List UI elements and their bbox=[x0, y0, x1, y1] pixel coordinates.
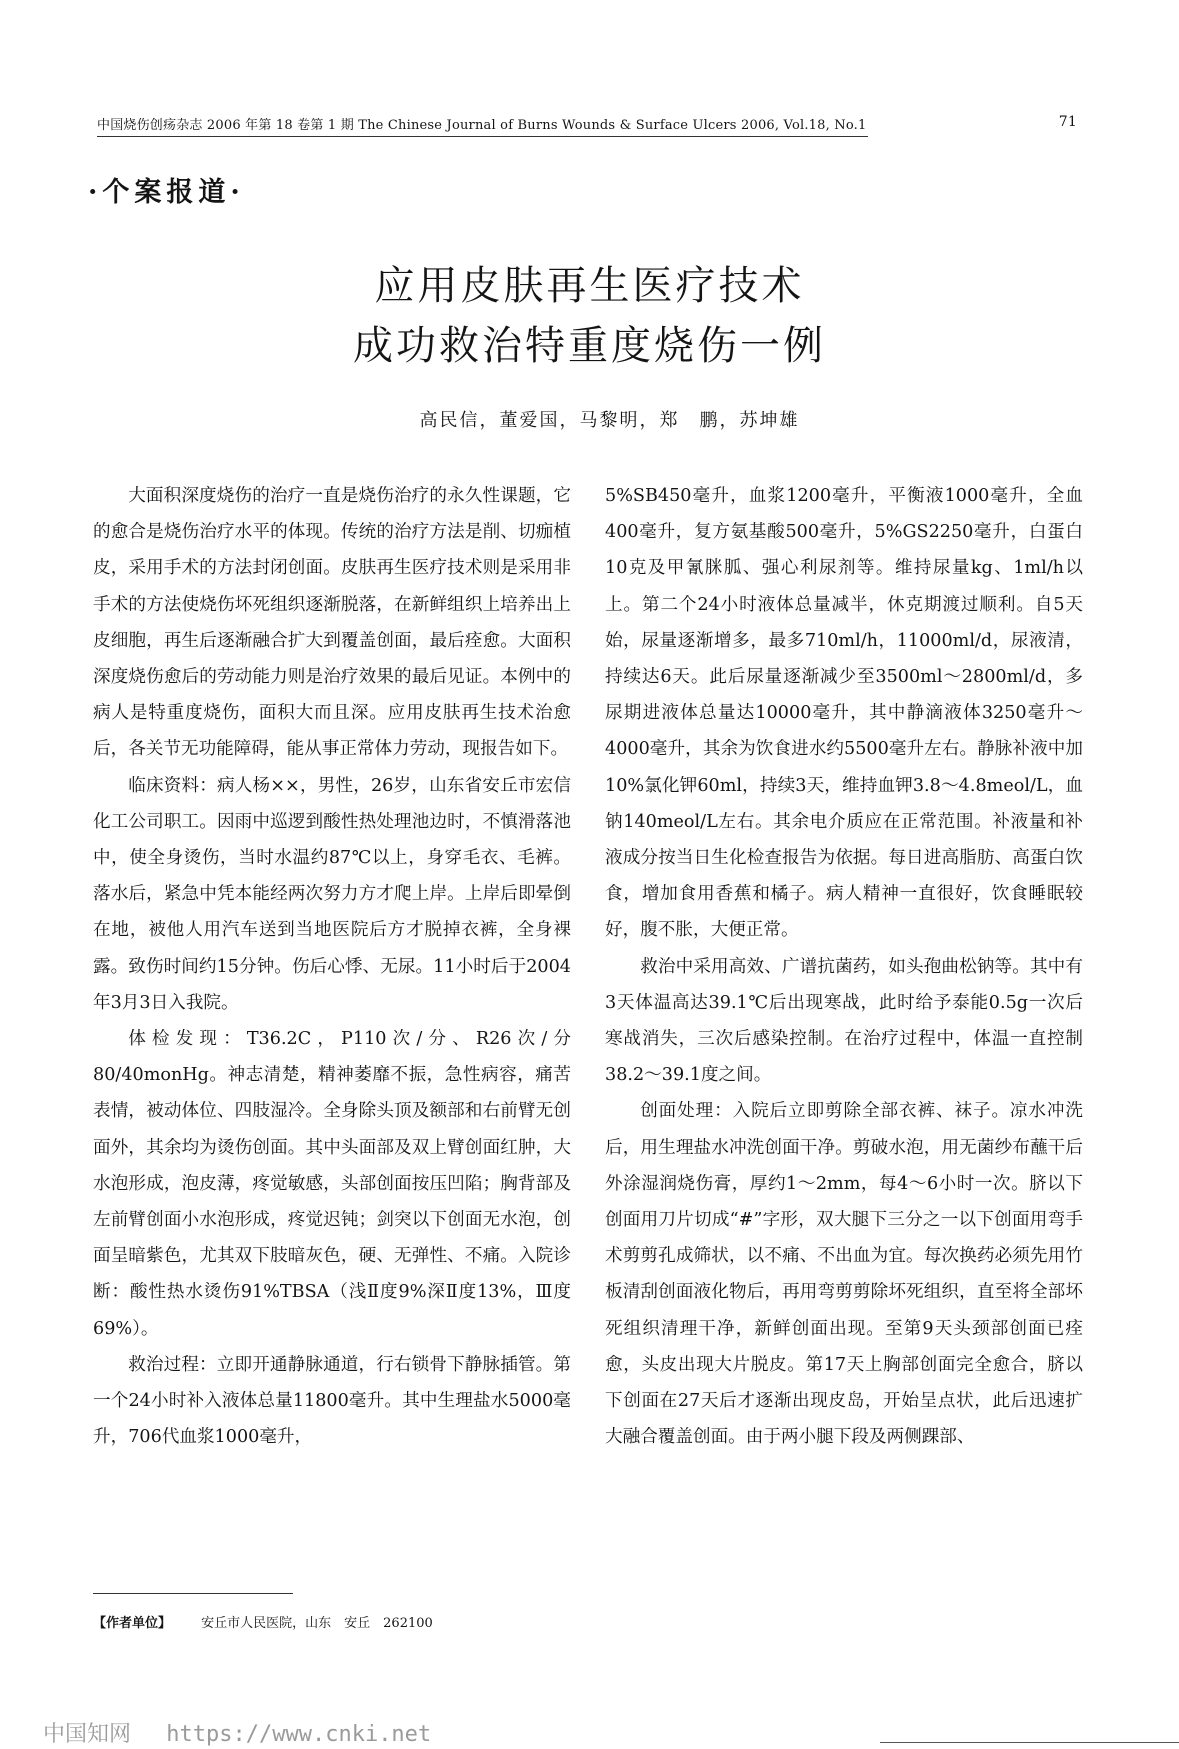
paragraph-fluid-management: 5%SB450毫升，血浆1200毫升，平衡液1000毫升，全血400毫升，复方氨基酸500毫升，5%GS2250毫升，白蛋白10克及甲氰脒胍、强心利尿剂等。维持尿量kg、1ml/h以上。第二个24小时液体总量减半，休克期渡过顺利。自5天始，尿量逐渐增多，最多710ml/h，11000ml/d，尿液清，持续达6天。此后尿量逐渐减少至3500ml～2800ml/d，多尿期进液体总量达10000毫升，其中静滴液体3250毫升～4000毫升，其余为饮食进水约5500毫升左右。静脉补液中加10%氯化钾60ml，持续3天，维持血钾3.8～4.8meol/L，血钠140meol/L左右。其余电介质应在正常范围。补液量和补液成分按当日生化检查报告为依据。每日进高脂肪、高蛋白饮食，增加食用香蕉和橘子。病人精神一直很好，饮食睡眠较好，腹不胀，大便正常。 bbox=[605, 486, 1083, 941]
paragraph-clinical-data: 临床资料：病人杨××，男性，26岁，山东省安丘市宏信化工公司职工。因雨中巡逻到酸性热处理池边时，不慎滑落池中，使全身烫伤，当时水温约87℃以上，身穿毛衣、毛裤。落水后，紧急中凭本能经两次努力方才爬上岸。上岸后即晕倒在地，被他人用汽车送到当地医院后方才脱掉衣裤，全身裸露。致伤时间约15分钟。伤后心悸、无尿。11小时后于2004年3月3日入我院。 bbox=[93, 775, 571, 1013]
article-title-line-1: 应用皮肤再生医疗技术 bbox=[374, 263, 805, 309]
bottom-rule bbox=[880, 1742, 1179, 1743]
cnki-watermark bbox=[43, 1717, 431, 1748]
paragraph-wound-care: 创面处理：入院后立即剪除全部衣裤、袜子。凉水冲洗后，用生理盐水冲洗创面干净。剪破水泡，用无菌纱布蘸干后外涂湿润烧伤膏，厚约1～2mm，每4～6小时一次。脐以下创面用刀片切成“#”字形，双大腿下三分之一以下创面用弯手术剪剪孔成筛状，以不痛、不出血为宜。每次换药必须先用竹板清刮创面液化物后，再用弯剪剪除坏死组织，直至将全部坏死组织清理干净，新鲜创面出现。至第9天头颈部创面已痊愈，头皮出现大片脱皮。第17天上胸部创面完全愈合，脐以下创面在27天后才逐渐出现皮岛，开始呈点状，此后迅速扩大融合覆盖创面。由于两小腿下段及两侧踝部、 bbox=[605, 1101, 1083, 1448]
watermark-brand: 中国知网 bbox=[43, 1722, 132, 1747]
section-label: ·个案报道· bbox=[88, 177, 245, 208]
paragraph-introduction: 大面积深度烧伤的治疗一直是烧伤治疗的永久性课题，它的愈合是烧伤治疗水平的体现。传统的治疗方法是削、切痂植皮，采用手术的方法封闭创面。皮肤再生医疗技术则是采用非手术的方法使烧伤坏死组织逐渐脱落，在新鲜组织上培养出上皮细胞，再生后逐渐融合扩大到覆盖创面，最后痊愈。大面积深度烧伤愈后的劳动能力则是治疗效果的最后见证。本例中的病人是特重度烧伤，面积大而且深。应用皮肤再生技术治愈后，各关节无功能障碍，能从事正常体力劳动，现报告如下。 bbox=[93, 486, 571, 760]
left-column bbox=[93, 478, 571, 1455]
paragraph-treatment-process: 救治过程：立即开通静脉通道，行右锁骨下静脉插管。第一个24小时补入液体总量11800毫升。其中生理盐水5000毫升，706代血浆1000毫升， bbox=[93, 1354, 571, 1448]
paragraph-physical-exam: 体检发现：T36.2C，P110次/分、R26次/分80/40monHg。神志清楚，精神萎靡不振，急性病容，痛苦表情，被动体位、四肢湿冷。全身除头顶及额部和右前臂无创面外，其余均为烫伤创面。其中头面部及双上臂创面红肿，大水泡形成，泡皮薄，疼觉敏感，头部创面按压凹陷；胸背部及左前臂创面小水泡形成，疼觉迟钝；剑突以下创面无水泡，创面呈暗紫色，尤其双下肢暗灰色，硬、无弹性、不痛。入院诊断：酸性热水烫伤91%TBSA（浅Ⅱ度9%深Ⅱ度13%，Ⅲ度69%）。 bbox=[93, 1029, 571, 1339]
watermark-url: https://www.cnki.net bbox=[166, 1722, 432, 1747]
footnote-rule bbox=[93, 1593, 293, 1594]
right-column bbox=[605, 478, 1083, 1455]
paragraph-antibiotics: 救治中采用高效、广谱抗菌药，如头孢曲松钠等。其中有3天体温高达39.1℃后出现寒战，此时给予泰能0.5g一次后寒战消失，三次后感染控制。在治疗过程中，体温一直控制38.2～39.1度之间。 bbox=[605, 956, 1083, 1086]
page-number: 71 bbox=[1058, 114, 1077, 130]
running-head bbox=[97, 114, 1077, 133]
author-affiliation-footnote bbox=[93, 1612, 433, 1631]
running-head-text: 中国烧伤创疡杂志 2006 年第 18 卷第 1 期 The Chinese Journal of Burns Wounds & Surface Ulcers 2006, Vol.18, No.1 bbox=[97, 118, 867, 133]
footnote-text: 安丘市人民医院，山东 安丘 262100 bbox=[201, 1616, 433, 1631]
author-list: 高民信，董爱国，马黎明，郑 鹏，苏坤雄 bbox=[419, 410, 800, 431]
footnote-label: 【作者单位】 bbox=[93, 1616, 172, 1631]
article-title-line-2: 成功救治特重度烧伤一例 bbox=[353, 323, 826, 369]
running-head-rule bbox=[97, 136, 868, 137]
